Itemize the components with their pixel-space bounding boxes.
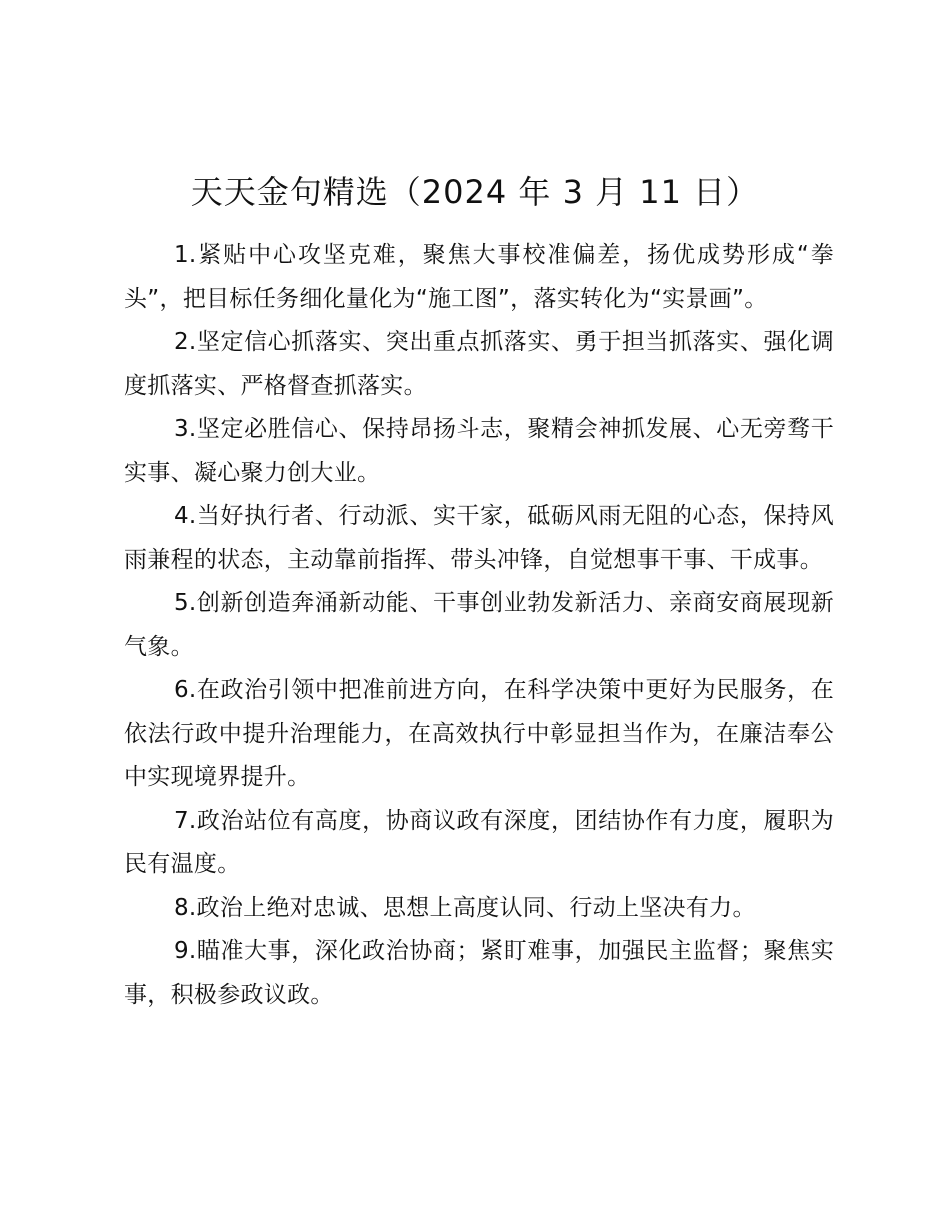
document-body bbox=[124, 234, 834, 1017]
document-title: 天天金句精选（2024 年 3 月 11 日） bbox=[190, 173, 760, 211]
quote-item-7: 7.政治站位有高度，协商议政有深度，团结协作有力度，履职为民有温度。 bbox=[124, 807, 834, 877]
quote-item-1: 1.紧贴中心攻坚克难，聚焦大事校准偏差，扬优成势形成“拳头”，把目标任务细化量化为“施工图”，落实转化为“实景画”。 bbox=[124, 242, 834, 312]
quote-item-6: 6.在政治引领中把准前进方向，在科学决策中更好为民服务，在依法行政中提升治理能力，在高效执行中彰显担当作为，在廉洁奉公中实现境界提升。 bbox=[124, 677, 834, 790]
quote-item-4: 4.当好执行者、行动派、实干家，砥砺风雨无阻的心态，保持风雨兼程的状态，主动靠前指挥、带头冲锋，自觉想事干事、干成事。 bbox=[124, 503, 834, 573]
quote-item-9: 9.瞄准大事，深化政治协商；紧盯难事，加强民主监督；聚焦实事，积极参政议政。 bbox=[124, 938, 834, 1008]
quote-item-5: 5.创新创造奔涌新动能、干事创业勃发新活力、亲商安商展现新气象。 bbox=[124, 590, 834, 660]
quote-item-8: 8.政治上绝对忠诚、思想上高度认同、行动上坚决有力。 bbox=[174, 894, 756, 921]
quote-item-3: 3.坚定必胜信心、保持昂扬斗志，聚精会神抓发展、心无旁骛干实事、凝心聚力创大业。 bbox=[124, 416, 834, 486]
quote-item-2: 2.坚定信心抓落实、突出重点抓落实、勇于担当抓落实、强化调度抓落实、严格督查抓落实。 bbox=[124, 329, 834, 399]
